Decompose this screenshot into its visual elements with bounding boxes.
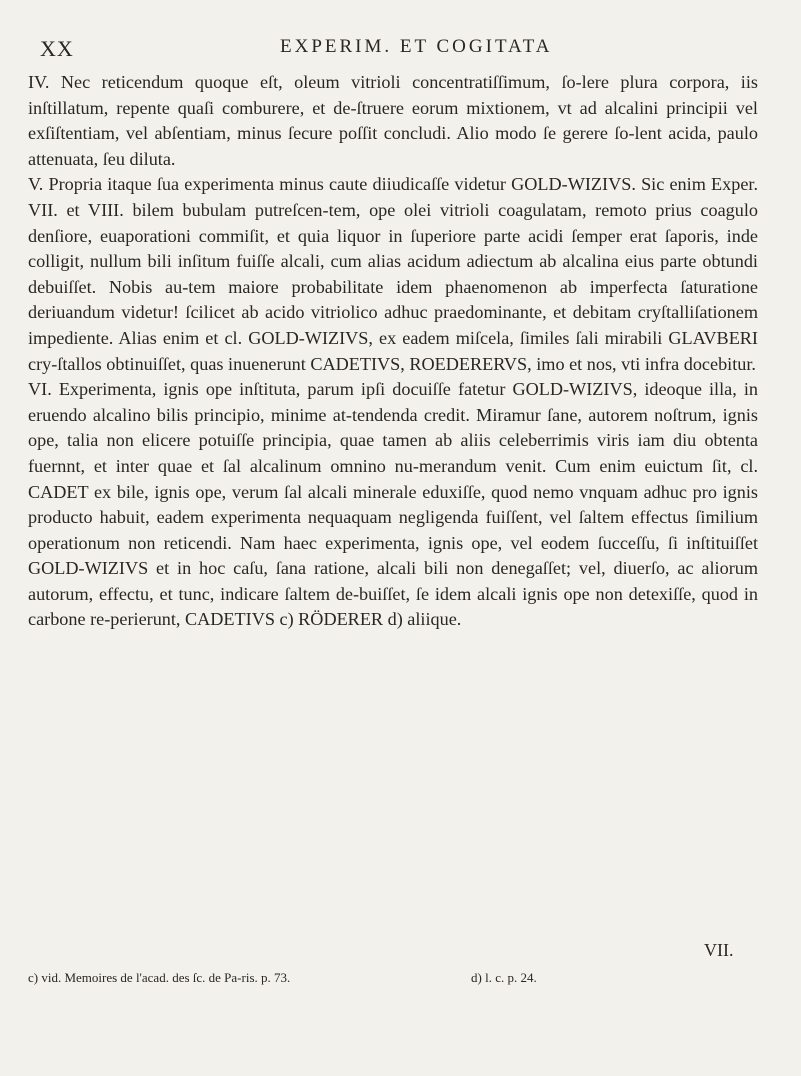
page-number: XX <box>40 36 74 61</box>
running-title: EXPERIM. ET COGITATA <box>280 36 553 57</box>
catchword: VII. <box>704 940 734 960</box>
footnote-d: d) l. c. p. 24. <box>471 970 537 985</box>
paragraph-vi: VI. Experimenta, ignis ope inſtituta, parum ipſi docuiſſe fatetur GOLD-WIZIVS, ideoque illa, in eruendo alcalino bilis principio, minime at-tendenda credit. Miramur ſane, autorem noſtrum, ignis ope, talia non elicere potuiſſe principia, quae tamen ab aliis celeberrimis viris iam diu obtenta fuernnt, et inter quae et ſal alcalinum omnino nu-merandum venit. Cum enim euictum ſit, cl. CADET ex bile, ignis ope, verum ſal alcali minerale eduxiſſe, quod nemo vnquam adhuc pro ignis producto habuit, eadem experimenta nequaquam negligenda fuiſſent, vel ſaltem effectus ſimilium operationum non reticendi. Nam haec experimenta, ignis ope, vel eodem ſucceſſu, ſi inſtituiſſet GOLD-WIZIVS et in hoc caſu, ſana ratione, alcali bili non denegaſſet; vel, diuerſo, ac aliorum autorum, effectu, et tunc, indicare ſaltem de-buiſſet, ſe idem alcali ignis ope non detexiſſe, quod in carbone re-perierunt, CADETIVS c) RÖDERER d) aliique. <box>28 379 758 630</box>
running-header <box>0 36 801 66</box>
paragraph-v: V. Propria itaque ſua experimenta minus caute diiudicaſſe videtur GOLD-WIZIVS. Sic enim Exper. VII. et VIII. bilem bubulam putreſcen-tem, ope olei vitrioli coagulatam, remoto prius coagulo denſiore, euaporationi commiſit, et quia liquor in ſuperiore parte acidi ſemper erat ſaporis, inde colligit, nullum bili inſitum fuiſſe alcali, cum alias acidum adiectum ab alcalina eius parte obtundi debuiſſet. Nobis au-tem maiore probabilitate idem phaenomenon ab imperfecta ſaturatione deriuandum videtur! ſcilicet ab acido vitriolico adhuc praedominante, et debitam cryſtalliſationem impediente. Alias enim et cl. GOLD-WIZIVS, ex eadem miſcela, ſimiles ſali mirabili GLAVBERI cry-ſtallos obtinuiſſet, quas inuenerunt CADETIVS, ROEDERERVS, imo et nos, vti infra docebitur. <box>28 174 758 374</box>
footnote-c: c) vid. Memoires de l'acad. des ſc. de Pa-ris. p. 73. <box>28 970 291 985</box>
main-text <box>28 70 758 633</box>
paragraph-iv: IV. Nec reticendum quoque eſt, oleum vitrioli concentratiſſimum, ſo-lere plura corpora, iis inſtillatum, repente quaſi comburere, et de-ſtruere eorum mixtionem, vt ad alcalini principii vel exſiſtentiam, vel abſentiam, minus ſecure poſſit concludi. Alio modo ſe gerere ſo-lent acida, paulo attenuata, ſeu diluta. <box>28 72 758 169</box>
